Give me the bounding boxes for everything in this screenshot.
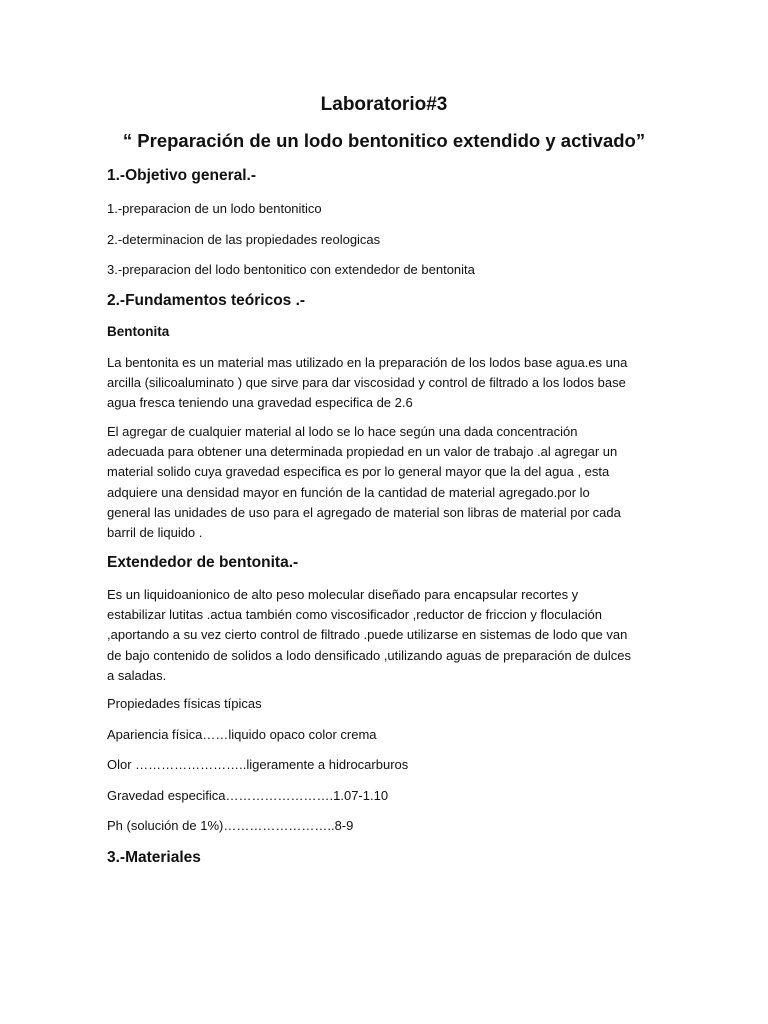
- paragraph-line: material solido cuya gravedad especifica es por lo general mayor que la del agua , esta: [107, 464, 610, 480]
- objective-item: 2.-determinacion de las propiedades reologicas: [107, 232, 381, 247]
- paragraph-extendedor: [107, 585, 667, 686]
- paragraph-line: La bentonita es un material mas utilizado en la preparación de los lodos base agua.es una: [107, 355, 628, 370]
- paragraph-line: ,aportando a su vez cierto control de filtrado .puede utilizarse en sistemas de lodo que van: [107, 627, 628, 643]
- paragraph-line: adquiere una densidad mayor en función de la cantidad de material agregado.por lo: [107, 484, 590, 500]
- section-heading-fundamentos: 2.-Fundamentos teóricos .-: [107, 292, 306, 309]
- property-line: Apariencia física……liquido opaco color crema: [107, 727, 377, 742]
- paragraph-line: estabilizar lutitas .actua también como viscosificador ,reductor de friccion y floculación: [107, 607, 602, 623]
- section-heading-materiales: 3.-Materiales: [107, 849, 201, 866]
- paragraph-line: Es un liquidoanionico de alto peso molecular diseñado para encapsular recortes y: [107, 587, 579, 602]
- paragraph-line: general las unidades de uso para el agregado de material son libras de material por cada: [107, 504, 621, 520]
- paragraph-line: barril de liquido .: [107, 525, 203, 541]
- paragraph-bentonita: [107, 353, 667, 414]
- property-line: Olor ……………………..ligeramente a hidrocarburos: [107, 757, 409, 772]
- doc-title: Laboratorio#3: [320, 94, 448, 115]
- paragraph-line: arcilla (silicoaluminato ) que sirve para dar viscosidad y control de filtrado a los lodos base: [107, 375, 626, 391]
- paragraph-line: a saladas.: [107, 667, 167, 683]
- paragraph-line: de bajo contenido de solidos a lodo densificado ,utilizando aguas de preparación de dulces: [107, 647, 631, 663]
- paragraph-agregar: [107, 422, 667, 543]
- subheading-bentonita: Bentonita: [107, 324, 170, 339]
- objective-item: 1.-preparacion de un lodo bentonitico: [107, 201, 322, 216]
- property-line: Gravedad especifica…………………….1.07-1.10: [107, 788, 389, 803]
- paragraph-line: El agregar de cualquier material al lodo se lo hace según una dada concentración: [107, 424, 578, 439]
- paragraph-line: agua fresca teniendo una gravedad especifica de 2.6: [107, 395, 413, 411]
- objective-item: 3.-preparacion del lodo bentonitico con extendedor de bentonita: [107, 262, 475, 277]
- section-heading-extendedor: Extendedor de bentonita.-: [107, 554, 299, 571]
- paragraph-line: adecuada para obtener una determinada propiedad en un valor de trabajo .al agregar un: [107, 444, 618, 460]
- properties-title: Propiedades físicas típicas: [107, 696, 262, 711]
- doc-subtitle: “ Preparación de un lodo bentonitico extendido y activado”: [122, 130, 646, 151]
- property-line: Ph (solución de 1%)……………………..8-9: [107, 818, 354, 833]
- section-heading-objetivo: 1.-Objetivo general.-: [107, 167, 257, 184]
